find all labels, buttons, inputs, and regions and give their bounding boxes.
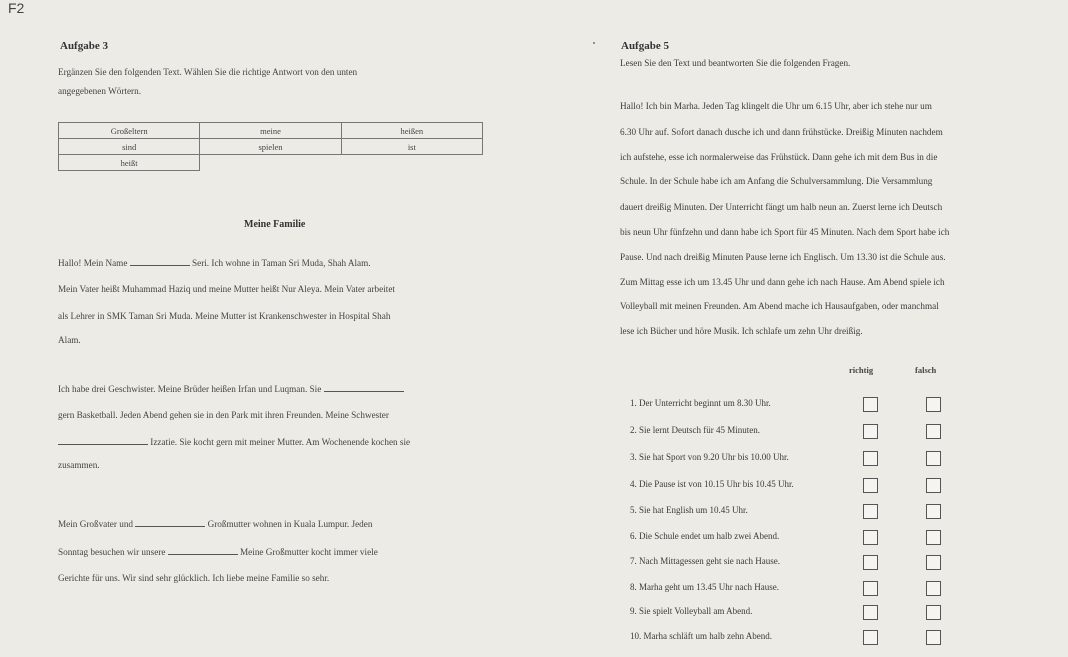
reading-line: Pause. Und nach dreißig Minuten Pause lerne ich Englisch. Um 13.30 ist die Schule aus. xyxy=(620,252,946,262)
richtig-checkbox[interactable] xyxy=(863,451,878,466)
richtig-checkbox[interactable] xyxy=(863,555,878,570)
word-cell: ist xyxy=(341,139,482,155)
richtig-checkbox[interactable] xyxy=(863,504,878,519)
text-line: Izzatie. Sie kocht gern mit meiner Mutter. Am Wochenende kochen sie xyxy=(58,436,410,447)
text-line: Mein Vater heißt Muhammad Haziq und meine Mutter heißt Nur Aleya. Mein Vater arbeitet xyxy=(58,284,395,294)
falsch-checkbox[interactable] xyxy=(926,530,941,545)
statement: 10. Marha schläft um halb zehn Abend. xyxy=(630,631,772,641)
statement: 9. Sie spielt Volleyball am Abend. xyxy=(630,606,753,616)
reading-line: ich aufstehe, esse ich normalerweise das Frühstück. Dann gehe ich mit dem Bus in die xyxy=(620,152,938,162)
fill-blank-4[interactable] xyxy=(135,518,205,527)
statement: 5. Sie hat English um 10.45 Uhr. xyxy=(630,505,748,515)
reading-line: Zum Mittag esse ich um 13.45 Uhr und dann gehe ich nach Hause. Am Abend spiele ich xyxy=(620,277,945,287)
richtig-checkbox[interactable] xyxy=(863,605,878,620)
reading-line: Hallo! Ich bin Marha. Jeden Tag klingelt die Uhr um 6.15 Uhr, aber ich stehe nur um xyxy=(620,101,932,111)
reading-line: lese ich Bücher und höre Musik. Ich schlafe um zehn Uhr dreißig. xyxy=(620,326,863,336)
statement: 1. Der Unterricht beginnt um 8.30 Uhr. xyxy=(630,398,771,408)
word-cell: heißen xyxy=(341,123,482,139)
text-line: gern Basketball. Jeden Abend gehen sie in den Park mit ihren Freunden. Meine Schwester xyxy=(58,410,389,420)
col-falsch-header: falsch xyxy=(915,365,937,375)
text-line: Mein Großvater und Großmutter wohnen in Kuala Lumpur. Jeden xyxy=(58,519,373,529)
word-cell: meine xyxy=(200,123,341,139)
fill-blank-2[interactable] xyxy=(324,383,404,392)
reading-line: dauert dreißig Minuten. Der Unterricht fängt um halb neun an. Zuerst lerne ich Deutsch xyxy=(620,202,943,212)
statement: 3. Sie hat Sport von 9.20 Uhr bis 10.00 Uhr. xyxy=(630,452,789,462)
falsch-checkbox[interactable] xyxy=(926,504,941,519)
fill-blank-5[interactable] xyxy=(168,546,238,555)
statement: 4. Die Pause ist von 10.15 Uhr bis 10.45 Uhr. xyxy=(630,479,794,489)
reading-line: Schule. In der Schule habe ich am Anfang die Schulversammlung. Die Versammlung xyxy=(620,176,933,186)
richtig-checkbox[interactable] xyxy=(863,530,878,545)
fill-blank-1[interactable] xyxy=(130,257,190,266)
text-line: Gerichte für uns. Wir sind sehr glücklich. Ich liebe meine Familie so sehr. xyxy=(58,573,330,583)
aufgabe3-title: Aufgabe 3 xyxy=(60,40,108,52)
word-cell: sind xyxy=(59,139,200,155)
richtig-checkbox[interactable] xyxy=(863,424,878,439)
falsch-checkbox[interactable] xyxy=(926,555,941,570)
falsch-checkbox[interactable] xyxy=(926,424,941,439)
text-line: Alam. xyxy=(58,335,81,345)
statement: 8. Marha geht um 13.45 Uhr nach Hause. xyxy=(630,582,779,592)
falsch-checkbox[interactable] xyxy=(926,397,941,412)
corner-mark: F2 xyxy=(8,0,25,16)
col-richtig-header: richtig xyxy=(849,365,874,375)
statement: 6. Die Schule endet um halb zwei Abend. xyxy=(630,531,780,541)
word-bank-table xyxy=(58,122,483,171)
text-line: zusammen. xyxy=(58,460,100,470)
aufgabe3-instruction-line1: Ergänzen Sie den folgenden Text. Wählen Sie die richtige Antwort von den unten xyxy=(58,67,358,77)
text-line: Sonntag besuchen wir unsere Meine Großmutter kocht immer viele xyxy=(58,547,378,557)
fill-blank-3[interactable] xyxy=(58,436,148,445)
statement: 2. Sie lernt Deutsch für 45 Minuten. xyxy=(630,425,760,435)
richtig-checkbox[interactable] xyxy=(863,478,878,493)
word-cell: spielen xyxy=(200,139,341,155)
text-line: Ich habe drei Geschwister. Meine Brüder heißen Irfan und Luqman. Sie xyxy=(58,383,404,394)
richtig-checkbox[interactable] xyxy=(863,397,878,412)
text-heading: Meine Familie xyxy=(244,219,306,230)
reading-line: 6.30 Uhr auf. Sofort danach dusche ich und dann frühstücke. Dreißig Minuten nachdem xyxy=(620,127,943,137)
reading-line: bis neun Uhr fünfzehn und dann habe ich Sport für 45 Minuten. Nach dem Sport habe ich xyxy=(620,227,950,237)
falsch-checkbox[interactable] xyxy=(926,451,941,466)
falsch-checkbox[interactable] xyxy=(926,478,941,493)
aufgabe5-instruction: Lesen Sie den Text und beantworten Sie die folgenden Fragen. xyxy=(620,58,851,68)
text-line: als Lehrer in SMK Taman Sri Muda. Meine Mutter ist Krankenschwester in Hospital Shah xyxy=(58,311,391,321)
text-line: Hallo! Mein Name Seri. Ich wohne in Taman Sri Muda, Shah Alam. xyxy=(58,258,371,268)
falsch-checkbox[interactable] xyxy=(926,581,941,596)
reading-line: Volleyball mit meinen Freunden. Am Abend mache ich Hausaufgaben, oder manchmal xyxy=(620,301,939,311)
falsch-checkbox[interactable] xyxy=(926,605,941,620)
word-cell: Großeltern xyxy=(59,123,200,139)
falsch-checkbox[interactable] xyxy=(926,630,941,645)
richtig-checkbox[interactable] xyxy=(863,581,878,596)
aufgabe5-title: Aufgabe 5 xyxy=(621,40,669,52)
richtig-checkbox[interactable] xyxy=(863,630,878,645)
aufgabe3-instruction-line2: angegebenen Wörtern. xyxy=(58,86,141,96)
dot-mark xyxy=(593,42,595,44)
statement: 7. Nach Mittagessen geht sie nach Hause. xyxy=(630,556,780,566)
word-cell: heißt xyxy=(59,155,200,171)
